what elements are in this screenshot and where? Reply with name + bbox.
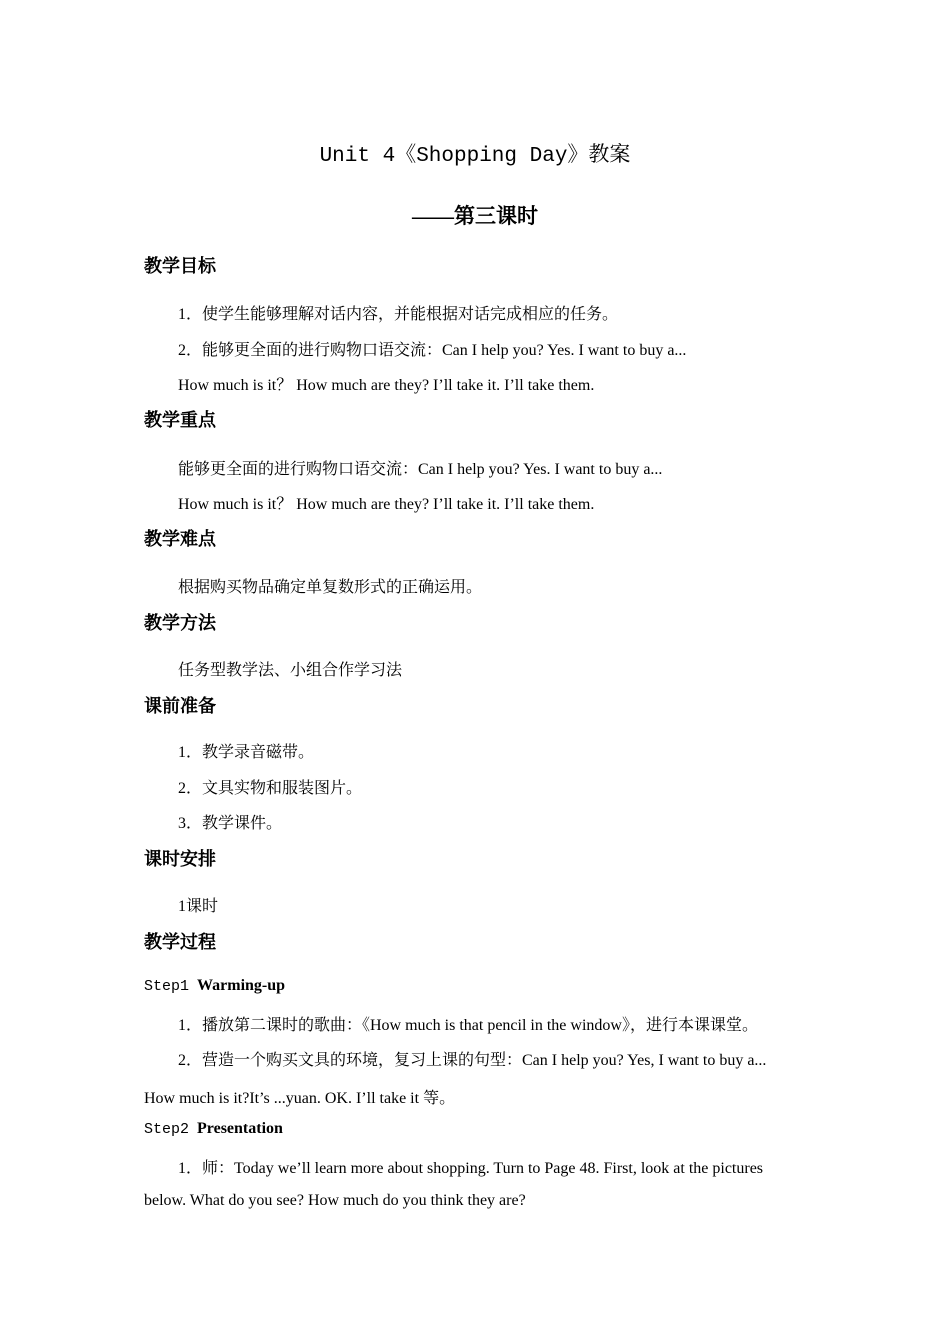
step2-line-1: 1．师：Today we’ll learn more about shopping. Turn to Page 48. First, look at the pictures bbox=[178, 1160, 764, 1177]
step1-line-1: 1．播放第二课时的歌曲：《How much is that pencil in the window》，进行本课课堂。 bbox=[178, 1017, 758, 1034]
section-heading-preparation: 课前准备 bbox=[144, 696, 216, 716]
step1-name: Warming-up bbox=[197, 977, 286, 994]
document-title: Unit 4《Shopping Day》教案 bbox=[319, 145, 631, 168]
preparation-line-2: 2．文具实物和服装图片。 bbox=[178, 780, 363, 797]
preparation-line-3: 3．教学课件。 bbox=[178, 815, 283, 832]
step1-heading bbox=[144, 977, 285, 995]
methods-line-1: 任务型教学法、小组合作学习法 bbox=[178, 662, 403, 679]
goals-line-1: 1．使学生能够理解对话内容，并能根据对话完成相应的任务。 bbox=[178, 306, 619, 323]
difficulties-line-1: 根据购买物品确定单复数形式的正确运用。 bbox=[178, 579, 483, 596]
section-heading-difficulties: 教学难点 bbox=[144, 529, 216, 549]
step1-line-2: 2．营造一个购买文具的环境，复习上课的句型：Can I help you? Yes, I want to buy a... bbox=[178, 1052, 767, 1069]
key-points-line-2: How much is it？ How much are they? I’ll take it. I’ll take them. bbox=[178, 496, 595, 513]
section-heading-methods: 教学方法 bbox=[144, 613, 216, 633]
step2-number: Step2 bbox=[144, 1121, 190, 1138]
section-heading-schedule: 课时安排 bbox=[144, 849, 216, 869]
step2-heading bbox=[144, 1120, 283, 1138]
preparation-line-1: 1．教学录音磁带。 bbox=[178, 744, 315, 761]
schedule-line-1: 1课时 bbox=[178, 898, 219, 915]
section-heading-key-points: 教学重点 bbox=[144, 410, 216, 430]
goals-line-3: How much is it？ How much are they? I’ll take it. I’ll take them. bbox=[178, 377, 595, 394]
step1-number: Step1 bbox=[144, 978, 190, 995]
step2-name: Presentation bbox=[197, 1120, 283, 1137]
key-points-line-1: 能够更全面的进行购物口语交流：Can I help you? Yes. I want to buy a... bbox=[178, 461, 663, 478]
document-subtitle: ——第三课时 bbox=[412, 204, 538, 228]
step2-line-2: below. What do you see? How much do you think they are? bbox=[144, 1192, 526, 1209]
goals-line-2: 2．能够更全面的进行购物口语交流：Can I help you? Yes. I want to buy a... bbox=[178, 342, 687, 359]
step1-line-3: How much is it?It’s ...yuan. OK. I’ll take it 等。 bbox=[144, 1090, 456, 1107]
section-heading-process: 教学过程 bbox=[144, 932, 216, 952]
section-heading-goals: 教学目标 bbox=[144, 256, 216, 276]
